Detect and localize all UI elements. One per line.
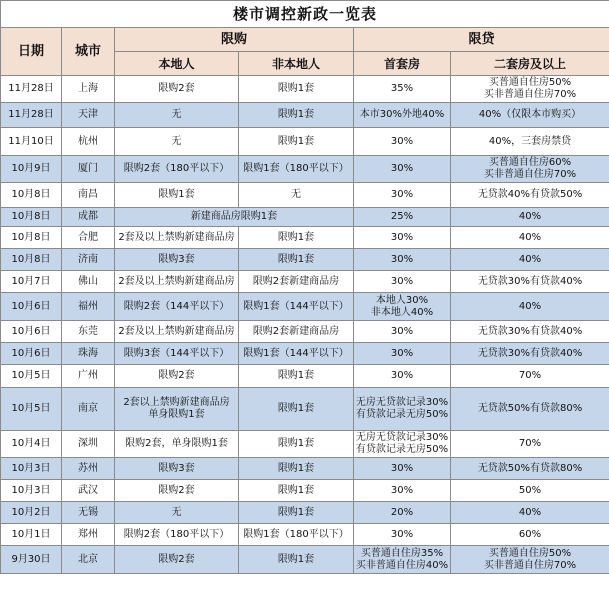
cell-date: 10月2日 [1, 502, 62, 524]
cell-local: 无 [115, 128, 239, 156]
cell-city: 广州 [62, 365, 115, 388]
cell-nonlocal: 限购1套（144平以下） [239, 293, 354, 321]
cell-local: 限购2套 [115, 480, 239, 502]
cell-date: 10月8日 [1, 249, 62, 271]
cell-date: 10月3日 [1, 480, 62, 502]
cell-date: 10月7日 [1, 271, 62, 293]
cell-first-home: 30% [354, 343, 451, 365]
cell-local: 无 [115, 502, 239, 524]
cell-city: 上海 [62, 76, 115, 103]
cell-first-home: 30% [354, 458, 451, 480]
cell-city: 珠海 [62, 343, 115, 365]
cell-date: 10月8日 [1, 208, 62, 227]
cell-second-home: 40%，三套房禁贷 [451, 128, 609, 156]
cell-local: 限购3套 [115, 458, 239, 480]
cell-purchase-merged: 新建商品房限购1套 [115, 208, 354, 227]
cell-nonlocal: 限购1套 [239, 365, 354, 388]
table-row [1, 128, 609, 156]
cell-nonlocal: 限购1套 [239, 502, 354, 524]
table-row [1, 183, 609, 208]
cell-nonlocal: 限购1套（180平以下） [239, 524, 354, 546]
cell-local: 限购2套 [115, 365, 239, 388]
cell-date: 10月6日 [1, 321, 62, 343]
cell-city: 郑州 [62, 524, 115, 546]
page-title: 楼市调控新政一览表 [1, 1, 609, 28]
cell-second-home: 70% [451, 365, 609, 388]
cell-local: 限购2套，单身限购1套 [115, 431, 239, 458]
cell-second-home: 无贷款30%有贷款40% [451, 271, 609, 293]
cell-first-home: 无房无贷款记录30% 有贷款记录无房50% [354, 431, 451, 458]
cell-first-home: 本地人30% 非本地人40% [354, 293, 451, 321]
table-row [1, 227, 609, 249]
cell-date: 10月9日 [1, 156, 62, 183]
cell-local: 无 [115, 103, 239, 128]
cell-first-home: 30% [354, 524, 451, 546]
cell-city: 苏州 [62, 458, 115, 480]
cell-second-home: 买普通自住房60% 买非普通自住房70% [451, 156, 609, 183]
table-row [1, 546, 609, 574]
cell-second-home: 40% [451, 208, 609, 227]
cell-city: 杭州 [62, 128, 115, 156]
cell-first-home: 30% [354, 249, 451, 271]
cell-date: 10月8日 [1, 183, 62, 208]
cell-city: 济南 [62, 249, 115, 271]
cell-nonlocal: 限购2套新建商品房 [239, 321, 354, 343]
cell-local: 限购2套 [115, 546, 239, 574]
table-row [1, 458, 609, 480]
cell-date: 10月1日 [1, 524, 62, 546]
table-row [1, 388, 609, 431]
table-row [1, 502, 609, 524]
cell-first-home: 30% [354, 271, 451, 293]
cell-second-home: 买普通自住房50% 买非普通自住房70% [451, 76, 609, 103]
cell-nonlocal: 限购1套 [239, 249, 354, 271]
cell-nonlocal: 限购1套 [239, 103, 354, 128]
table-row [1, 343, 609, 365]
table-row [1, 103, 609, 128]
cell-date: 10月4日 [1, 431, 62, 458]
table-row [1, 321, 609, 343]
cell-local: 2套及以上禁购新建商品房 [115, 321, 239, 343]
cell-first-home: 30% [354, 156, 451, 183]
cell-first-home: 30% [354, 128, 451, 156]
table-body [1, 76, 609, 574]
cell-city: 北京 [62, 546, 115, 574]
cell-first-home: 30% [354, 365, 451, 388]
cell-first-home: 无房无贷款记录30% 有贷款记录无房50% [354, 388, 451, 431]
cell-second-home: 无贷款50%有贷款80% [451, 388, 609, 431]
cell-date: 10月8日 [1, 227, 62, 249]
cell-city: 武汉 [62, 480, 115, 502]
cell-city: 合肥 [62, 227, 115, 249]
cell-local: 限购2套（144平以下） [115, 293, 239, 321]
cell-date: 10月3日 [1, 458, 62, 480]
table-row [1, 271, 609, 293]
table-row [1, 431, 609, 458]
cell-local: 限购1套 [115, 183, 239, 208]
cell-nonlocal: 限购1套 [239, 227, 354, 249]
cell-date: 10月6日 [1, 343, 62, 365]
cell-city: 天津 [62, 103, 115, 128]
cell-first-home: 35% [354, 76, 451, 103]
cell-nonlocal: 限购1套 [239, 458, 354, 480]
cell-second-home: 40% [451, 293, 609, 321]
cell-city: 南京 [62, 388, 115, 431]
cell-second-home: 70% [451, 431, 609, 458]
cell-second-home: 40%（仅限本市购买） [451, 103, 609, 128]
cell-first-home: 25% [354, 208, 451, 227]
cell-nonlocal: 限购1套（144平以下） [239, 343, 354, 365]
header-second-home: 二套房及以上 [451, 52, 609, 76]
header-loan-limit: 限贷 [354, 28, 609, 52]
cell-second-home: 无贷款40%有贷款50% [451, 183, 609, 208]
cell-city: 无锡 [62, 502, 115, 524]
cell-city: 佛山 [62, 271, 115, 293]
cell-city: 东莞 [62, 321, 115, 343]
cell-nonlocal: 限购1套 [239, 128, 354, 156]
cell-nonlocal: 无 [239, 183, 354, 208]
cell-second-home: 无贷款30%有贷款40% [451, 343, 609, 365]
table-row [1, 76, 609, 103]
cell-local: 2套及以上禁购新建商品房 [115, 227, 239, 249]
header-purchase-limit: 限购 [115, 28, 354, 52]
cell-first-home: 30% [354, 227, 451, 249]
cell-city: 成都 [62, 208, 115, 227]
table-row [1, 480, 609, 502]
cell-second-home: 无贷款30%有贷款40% [451, 321, 609, 343]
table-row [1, 208, 609, 227]
cell-first-home: 30% [354, 321, 451, 343]
header-city: 城市 [62, 28, 115, 76]
cell-second-home: 50% [451, 480, 609, 502]
cell-date: 10月5日 [1, 365, 62, 388]
table-row [1, 156, 609, 183]
cell-first-home: 30% [354, 480, 451, 502]
cell-nonlocal: 限购1套 [239, 431, 354, 458]
cell-second-home: 无贷款50%有贷款80% [451, 458, 609, 480]
cell-local: 2套以上禁购新建商品房 单身限购1套 [115, 388, 239, 431]
cell-date: 11月28日 [1, 76, 62, 103]
cell-local: 限购2套 [115, 76, 239, 103]
cell-city: 厦门 [62, 156, 115, 183]
table-row [1, 293, 609, 321]
cell-date: 11月28日 [1, 103, 62, 128]
header-first-home: 首套房 [354, 52, 451, 76]
cell-nonlocal: 限购1套 [239, 546, 354, 574]
cell-date: 11月10日 [1, 128, 62, 156]
cell-local: 2套及以上禁购新建商品房 [115, 271, 239, 293]
cell-city: 深圳 [62, 431, 115, 458]
cell-first-home: 本市30%外地40% [354, 103, 451, 128]
cell-local: 限购2套（180平以下） [115, 156, 239, 183]
table-row [1, 249, 609, 271]
cell-city: 南昌 [62, 183, 115, 208]
cell-nonlocal: 限购1套（180平以下） [239, 156, 354, 183]
cell-second-home: 40% [451, 502, 609, 524]
cell-local: 限购3套（144平以下） [115, 343, 239, 365]
table-row [1, 524, 609, 546]
cell-nonlocal: 限购1套 [239, 388, 354, 431]
table-row [1, 365, 609, 388]
header-local: 本地人 [115, 52, 239, 76]
cell-date: 9月30日 [1, 546, 62, 574]
cell-nonlocal: 限购1套 [239, 76, 354, 103]
cell-first-home: 30% [354, 183, 451, 208]
cell-local: 限购3套 [115, 249, 239, 271]
cell-date: 10月5日 [1, 388, 62, 431]
cell-local: 限购2套（180平以下） [115, 524, 239, 546]
header-nonlocal: 非本地人 [239, 52, 354, 76]
cell-date: 10月6日 [1, 293, 62, 321]
cell-first-home: 买普通自住房35% 买非普通自住房40% [354, 546, 451, 574]
cell-second-home: 60% [451, 524, 609, 546]
cell-second-home: 买普通自住房50% 买非普通自住房70% [451, 546, 609, 574]
cell-nonlocal: 限购2套新建商品房 [239, 271, 354, 293]
cell-first-home: 20% [354, 502, 451, 524]
cell-city: 福州 [62, 293, 115, 321]
header-date: 日期 [1, 28, 62, 76]
cell-second-home: 40% [451, 249, 609, 271]
cell-nonlocal: 限购1套 [239, 480, 354, 502]
cell-second-home: 40% [451, 227, 609, 249]
